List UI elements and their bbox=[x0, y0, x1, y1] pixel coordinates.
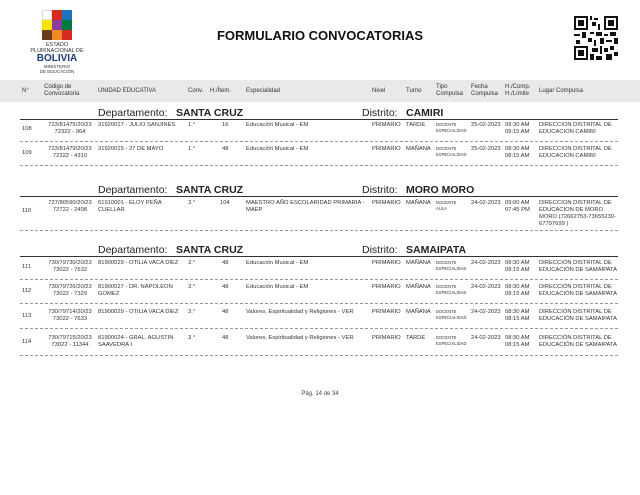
row-turno: MAÑANA bbox=[406, 200, 431, 206]
row-hitem: 48 bbox=[222, 146, 229, 152]
row-number: 111 bbox=[22, 264, 31, 270]
row-number: 113 bbox=[22, 313, 32, 319]
logo-ministry-line: MINISTERIO bbox=[43, 64, 71, 69]
row-especialidad: Educación Musical - EM bbox=[246, 260, 309, 266]
row-especialidad: Valores, Espiritualidad y Religiones - VER bbox=[246, 309, 354, 315]
row-divider bbox=[20, 141, 618, 142]
row-unidad: 31920017 - JULIO SANJINES bbox=[98, 122, 176, 128]
row-conv: 1.° bbox=[188, 146, 196, 152]
row-unidad: 81900029 - OTILIA VACA DIEZ bbox=[98, 309, 179, 315]
row-hitem: 16 bbox=[222, 122, 229, 128]
row-tipo: DOCENTE ESPECIALIDAD bbox=[436, 309, 467, 320]
district-value: MORO MORO bbox=[406, 184, 475, 196]
row-codigo: 723/81475/20/23 72322 - 964 bbox=[48, 122, 92, 135]
row-nivel: PRIMARIO bbox=[372, 146, 401, 152]
district-label: Distrito: bbox=[362, 184, 398, 196]
row-lugar: DIRECCIÓN DISTRITAL DE EDUCACIÓN DE SAMAIPATA bbox=[539, 309, 617, 322]
row-nivel: PRIMARIO bbox=[372, 260, 401, 266]
district-label: Distrito: bbox=[362, 107, 398, 119]
row-lugar: DIRECCION DISTRITAL DE EDUCACION CAMIRI bbox=[539, 146, 612, 159]
logo-education-line: DE EDUCACIÓN bbox=[39, 69, 75, 74]
row-divider bbox=[20, 303, 618, 304]
row-hitem: 104 bbox=[220, 200, 230, 206]
department-label: Departamento: bbox=[98, 107, 168, 119]
col-lugar: Lugar Compulsa bbox=[539, 88, 584, 94]
table-header bbox=[0, 80, 640, 102]
col-especialidad: Especialidad bbox=[246, 88, 281, 94]
department-value: SANTA CRUZ bbox=[176, 107, 244, 119]
district-value: SAMAIPATA bbox=[406, 244, 467, 256]
row-hcomp: 08:30 AM 08:15 AM bbox=[505, 260, 530, 273]
row-lugar: DIRECCION DISTRITAL DE EDUCACION DE MORO MORO (72662753-73655230-67797699 ) bbox=[539, 200, 617, 227]
col-unidad: UNIDAD EDUCATIVA bbox=[98, 88, 157, 94]
row-nivel: PRIMARIO bbox=[372, 200, 401, 206]
row-unidad: 81900029 - OTILIA VACA DIEZ bbox=[98, 260, 179, 266]
row-especialidad: Valores, Espiritualidad y Religiones - VER bbox=[246, 335, 354, 341]
department-value: SANTA CRUZ bbox=[176, 244, 244, 256]
section-divider bbox=[20, 196, 618, 197]
department-value: SANTA CRUZ bbox=[176, 184, 244, 196]
row-especialidad: Educación Musical - EM bbox=[246, 284, 309, 290]
col-hitem: H./Ítem. bbox=[210, 88, 232, 94]
row-hcomp: 08:30 AM 08:15 AM bbox=[505, 335, 530, 348]
section-divider bbox=[20, 256, 618, 257]
col-n: N° bbox=[22, 88, 29, 94]
row-unidad: 61910001 - ELOY PEÑA CUELLAR bbox=[98, 200, 162, 213]
row-turno: MAÑANA bbox=[406, 260, 431, 266]
qr-code-icon bbox=[574, 16, 618, 60]
row-hcomp: 08:30 AM 08:15 AM bbox=[505, 146, 530, 159]
col-tipo: Tipo Compulsa bbox=[436, 84, 464, 97]
row-hcomp: 08:30 AM 08:15 AM bbox=[505, 284, 530, 297]
row-turno: MAÑANA bbox=[406, 284, 431, 290]
row-lugar: DIRECCION DISTRITAL DE EDUCACION CAMIRI bbox=[539, 122, 612, 135]
row-tipo: DOCENTE ESPECIALIDAD bbox=[436, 260, 467, 271]
row-lugar: DIRECCIÓN DISTRITAL DE EDUCACIÓN DE SAMAIPATA bbox=[539, 260, 617, 273]
row-conv: 3.° bbox=[188, 284, 196, 290]
row-unidad: 81900027 - DR. NAPOLEON GOMEZ bbox=[98, 284, 173, 297]
district-value: CAMIRI bbox=[406, 107, 444, 119]
col-conv: Conv. bbox=[188, 88, 204, 94]
col-turno: Turno bbox=[406, 88, 422, 94]
row-conv: 3.° bbox=[188, 309, 196, 315]
row-turno: MAÑANA bbox=[406, 146, 431, 152]
row-fecha: 24-02-2023 bbox=[471, 260, 501, 266]
row-unidad: 81900024 - GRAL. AGUSTIN SAAVEDRA I bbox=[98, 335, 174, 348]
row-lugar: DIRECCIÓN DISTRITAL DE EDUCACIÓN DE SAMAIPATA bbox=[539, 335, 617, 348]
row-divider bbox=[20, 328, 618, 329]
row-number: 109 bbox=[22, 150, 32, 156]
district-label: Distrito: bbox=[362, 244, 398, 256]
row-number: 114 bbox=[22, 339, 32, 345]
row-conv: 3.° bbox=[188, 200, 196, 206]
row-nivel: PRIMARIO bbox=[372, 284, 401, 290]
row-turno: TARDE bbox=[406, 122, 426, 128]
row-tipo: DOCENTE AULA bbox=[436, 200, 457, 211]
row-number: 110 bbox=[22, 208, 32, 214]
logo-bolivia-text: BOLIVIA bbox=[36, 53, 78, 64]
row-hcomp: 08:30 AM 08:15 AM bbox=[505, 309, 530, 322]
row-especialidad: Educación Musical - EM bbox=[246, 146, 309, 152]
row-fecha: 24-02-2023 bbox=[471, 200, 501, 206]
row-tipo: DOCENTE ESPECIALIDAD bbox=[436, 335, 467, 346]
row-conv: 3.° bbox=[188, 260, 196, 266]
row-codigo: 730/79730/20/23 73022 - 7632 bbox=[48, 260, 92, 273]
col-codigo: Código de Convocatoria bbox=[44, 84, 80, 97]
row-turno: MAÑANA bbox=[406, 309, 431, 315]
row-codigo: 730/79726/20/23 73022 - 7329 bbox=[48, 284, 92, 297]
row-codigo: 727/80590/20/23 72722 - 2408 bbox=[48, 200, 92, 213]
col-nivel: Nivel bbox=[372, 88, 386, 94]
row-divider bbox=[20, 355, 618, 356]
section-divider bbox=[20, 119, 618, 120]
col-hcomp: H./Comp. H./Límite bbox=[505, 84, 531, 97]
row-hcomp: 09:30 AM 09:15 AM bbox=[505, 122, 530, 135]
row-lugar: DIRECCIÓN DISTRITAL DE EDUCACIÓN DE SAMAIPATA bbox=[539, 284, 617, 297]
row-divider bbox=[20, 230, 618, 231]
row-fecha: 24-02-2023 bbox=[471, 335, 501, 341]
ministry-logo bbox=[30, 10, 84, 78]
page-number: Pág. 14 de 34 bbox=[301, 391, 339, 397]
row-number: 108 bbox=[22, 126, 32, 132]
department-label: Departamento: bbox=[98, 184, 168, 196]
row-nivel: PRIMARIO bbox=[372, 122, 401, 128]
row-tipo: DOCENTE ESPECIALIDAD bbox=[436, 146, 467, 157]
row-unidad: 31920015 - 27 DE MAYO bbox=[98, 146, 164, 152]
col-fecha: Fecha Compulsa bbox=[471, 84, 499, 97]
row-tipo: DOCENTE ESPECIALIDAD bbox=[436, 122, 467, 133]
page-title: FORMULARIO CONVOCATORIAS bbox=[216, 28, 424, 43]
row-nivel: PRIMARIO bbox=[372, 309, 401, 315]
row-hitem: 48 bbox=[222, 309, 229, 315]
row-number: 112 bbox=[22, 288, 32, 294]
row-hitem: 48 bbox=[222, 284, 229, 290]
row-codigo: 723/81479/20/23 72322 - 4310 bbox=[48, 146, 92, 159]
row-especialidad: MAESTRO AÑO ESCOLARIDAD PRIMARIA - MAEP bbox=[246, 200, 365, 213]
row-hitem: 48 bbox=[222, 335, 229, 341]
row-codigo: 730/79715/20/23 73022 - 11344 bbox=[48, 335, 92, 348]
logo-state-text: ESTADO PLURINACIONAL DE bbox=[30, 42, 84, 54]
row-divider bbox=[20, 279, 618, 280]
department-label: Departamento: bbox=[98, 244, 168, 256]
row-conv: 1.° bbox=[188, 122, 196, 128]
row-fecha: 25-02-2023 bbox=[471, 122, 501, 128]
row-conv: 3.° bbox=[188, 335, 196, 341]
row-especialidad: Educación Musical - EM bbox=[246, 122, 309, 128]
row-fecha: 24-02-2023 bbox=[471, 284, 501, 290]
row-codigo: 730/79714/20/23 73022 - 7633 bbox=[48, 309, 92, 322]
row-hcomp: 09:00 AM 07:45 PM bbox=[505, 200, 530, 213]
row-turno: TARDE bbox=[406, 335, 426, 341]
row-tipo: DOCENTE ESPECIALIDAD bbox=[436, 284, 467, 295]
row-fecha: 24-02-2023 bbox=[471, 309, 501, 315]
row-divider bbox=[20, 165, 618, 166]
row-nivel: PRIMARIO bbox=[372, 335, 401, 341]
row-hitem: 48 bbox=[222, 260, 229, 266]
row-fecha: 25-02-2023 bbox=[471, 146, 501, 152]
